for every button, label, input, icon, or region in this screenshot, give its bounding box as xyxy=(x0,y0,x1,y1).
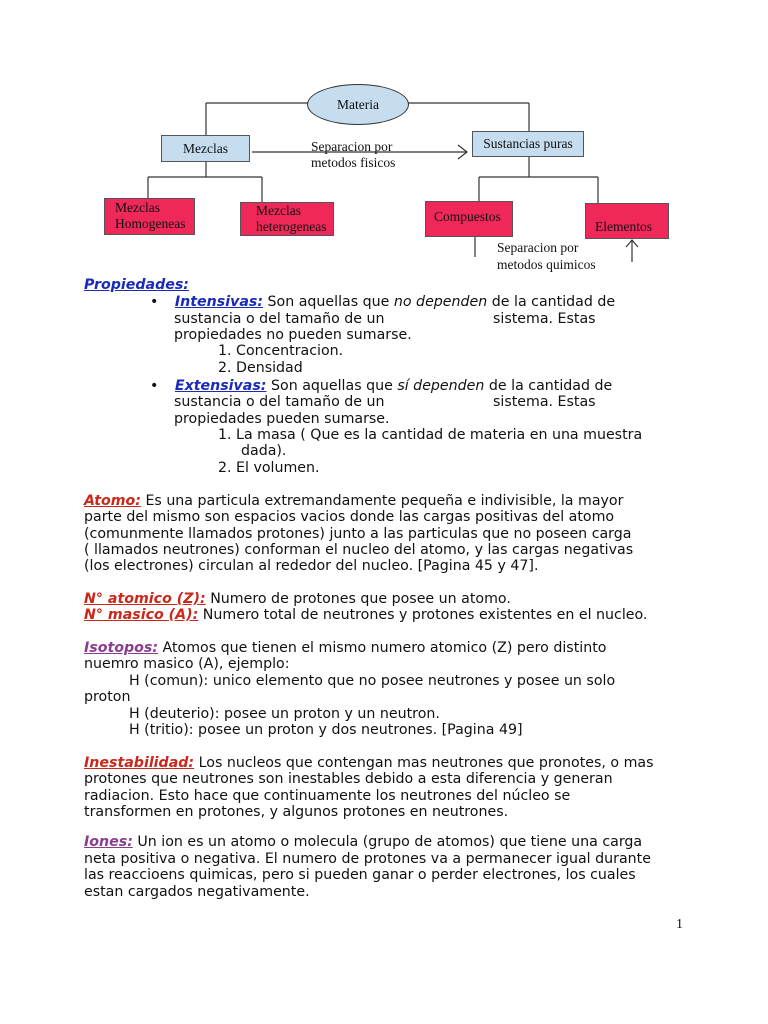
iones-line-1: Iones: Un ion es un atomo o molecula (grupo de atomos) que tiene una carga xyxy=(84,834,643,850)
atomo-line-1: Atomo: Es una particula extremandamente pequeña e indivisible, la mayor xyxy=(84,493,624,509)
compuestos-node xyxy=(425,201,513,237)
sustancias-node xyxy=(472,131,584,157)
isotopos-line-5: H (deuterio): posee un proton y un neutron. xyxy=(129,706,440,722)
mezclas-label: Mezclas xyxy=(183,140,228,156)
homogeneas-node: Mezclas Homogeneas xyxy=(104,198,195,235)
isotopos-line-6: H (tritio): posee un proton y dos neutrones. [Pagina 49] xyxy=(129,722,523,738)
list-item: 1. Concentracion. xyxy=(218,343,344,359)
bullet-icon: • xyxy=(150,378,159,394)
atomo-line-4: ( llamados neutrones) conforman el nucleo del atomo, y las cargas negativas xyxy=(84,542,634,558)
inestabilidad-line-3: radiacion. Esto hace que continuamente los neutrones del núcleo se xyxy=(84,788,571,804)
inestabilidad-line-1: Inestabilidad: Los nucleos que contengan mas neutrones que pronotes, o mas xyxy=(84,755,654,771)
numero-masico: N° masico (A): Numero total de neutrones y protones existentes en el nucleo. xyxy=(84,607,648,623)
isotopos-line-1: Isotopos: Atomos que tienen el mismo numero atomico (Z) pero distinto xyxy=(84,640,607,656)
propiedades-heading: Propiedades: xyxy=(84,277,189,293)
iones-line-3: las reaccioens quimicas, pero si pueden ganar o perder electrones, los cuales xyxy=(84,867,636,883)
isotopos-line-2: nuemro masico (A), ejemplo: xyxy=(84,656,290,672)
extensivas-line-2b: sistema. Estas xyxy=(493,394,596,410)
atomo-line-2: parte del mismo son espacios vacios donde las cargas positivas del atomo xyxy=(84,509,615,525)
list-item: 2. El volumen. xyxy=(218,460,320,476)
bullet-icon: • xyxy=(150,294,159,310)
iones-line-2: neta positiva o negativa. El numero de protones va a permanecer igual durante xyxy=(84,851,651,867)
materia-diagram xyxy=(0,0,768,280)
atomo-line-3: (comunmente llamados protones) junto a las particulas que no poseen carga xyxy=(84,526,632,542)
sep-fisicos-label: Separacion por metodos fisicos xyxy=(311,139,396,170)
inestabilidad-line-4: transformen en protones, y algunos protones en neutrones. xyxy=(84,804,509,820)
mezclas-node xyxy=(161,135,250,162)
intensivas-line-2b: sistema. Estas xyxy=(493,311,596,327)
compuestos-label: Compuestos xyxy=(434,209,501,224)
intensivas-line-2: sustancia o del tamaño de un xyxy=(174,311,385,327)
intensivas-line-1: • Intensivas: Son aquellas que no dependen de la cantidad de xyxy=(150,294,616,310)
intensivas-line-3: propiedades no pueden sumarse. xyxy=(174,327,412,343)
list-item-continuation: dada). xyxy=(241,443,287,459)
extensivas-line-3: propiedades pueden sumarse. xyxy=(174,411,390,427)
heterogeneas-node: Mezclas heterogeneas xyxy=(240,202,334,236)
sustancias-label: Sustancias puras xyxy=(483,136,573,151)
inestabilidad-line-2: protones que neutrones son inestables debido a esta diferencia y generan xyxy=(84,771,613,787)
iones-line-4: estan cargados negativamente. xyxy=(84,884,310,900)
isotopos-line-4: proton xyxy=(84,689,131,705)
extensivas-line-2: sustancia o del tamaño de un xyxy=(174,394,385,410)
page-number: 1 xyxy=(676,917,683,932)
sep-quimicos-label: Separacion por metodos quimicos xyxy=(497,240,596,272)
materia-label: Materia xyxy=(337,96,379,112)
numero-atomico: N° atomico (Z): Numero de protones que posee un atomo. xyxy=(84,591,511,607)
elementos-label: Elementos xyxy=(595,219,652,234)
list-item: 1. La masa ( Que es la cantidad de materia en una muestra xyxy=(218,427,643,443)
list-item: 2. Densidad xyxy=(218,360,303,376)
extensivas-line-1: • Extensivas: Son aquellas que sí dependen de la cantidad de xyxy=(150,378,613,394)
materia-node xyxy=(307,84,409,125)
isotopos-line-3: H (comun): unico elemento que no posee neutrones y posee un solo xyxy=(129,673,616,689)
atomo-line-5: (los electrones) circulan al rededor del nucleo. [Pagina 45 y 47]. xyxy=(84,558,539,574)
elementos-node xyxy=(585,203,669,239)
